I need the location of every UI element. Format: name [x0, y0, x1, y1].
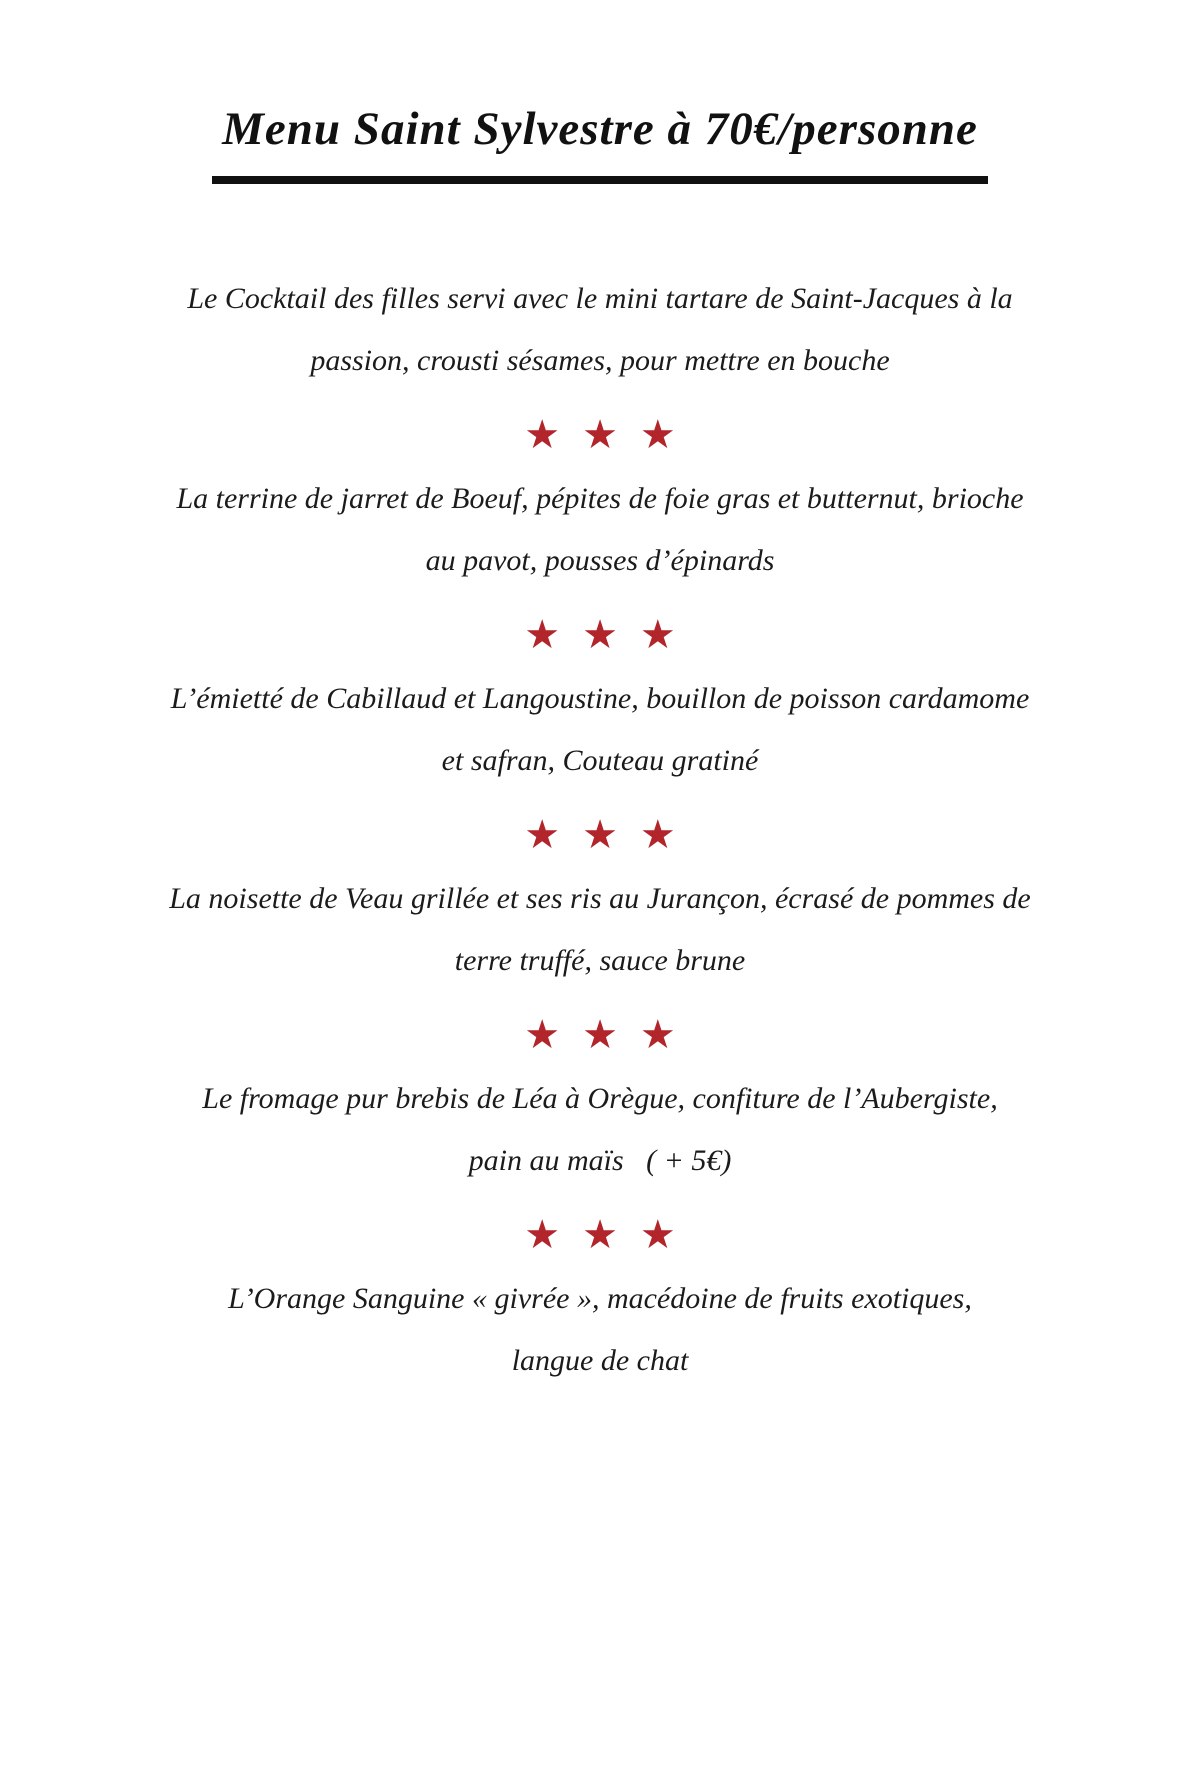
course-list [50, 268, 1150, 1392]
star-icon: ★ [639, 412, 676, 458]
course-line: La terrine de jarret de Boeuf, pépites de foie gras et butternut, brioche [176, 482, 1024, 515]
course-cheese [50, 1068, 1150, 1192]
course-line: au pavot, pousses d’épinards [425, 544, 775, 577]
menu-header [50, 92, 1150, 184]
star-icon: ★ [524, 812, 561, 858]
star-icon: ★ [639, 612, 676, 658]
course-line: L’Orange Sanguine « givrée », macédoine de fruits exotiques, [228, 1282, 972, 1315]
course-line: Le fromage pur brebis de Léa à Orègue, confiture de l’Aubergiste, [202, 1082, 998, 1115]
star-separator [50, 812, 1150, 858]
course-terrine [50, 468, 1150, 592]
star-icon: ★ [524, 412, 561, 458]
star-icon: ★ [524, 1012, 561, 1058]
course-line: passion, crousti sésames, pour mettre en bouche [310, 344, 890, 377]
star-icon: ★ [582, 1012, 618, 1058]
star-icon: ★ [582, 1212, 618, 1258]
star-icon: ★ [639, 1012, 676, 1058]
course-starter [50, 268, 1150, 392]
star-icon: ★ [582, 812, 618, 858]
page-title: Menu Saint Sylvestre à 70€/personne [212, 92, 988, 184]
star-icon: ★ [582, 612, 618, 658]
course-line: L’émietté de Cabillaud et Langoustine, bouillon de poisson cardamome [170, 682, 1030, 715]
star-icon: ★ [524, 1212, 561, 1258]
course-line: terre truffé, sauce brune [454, 944, 746, 977]
course-line: pain au maïs ( + 5€) [468, 1144, 732, 1177]
star-icon: ★ [639, 1212, 676, 1258]
course-line: et safran, Couteau gratiné [441, 744, 759, 777]
star-separator [50, 412, 1150, 458]
menu-page [50, 92, 1150, 1392]
course-meat [50, 868, 1150, 992]
star-separator [50, 1012, 1150, 1058]
course-line: Le Cocktail des filles servi avec le mini tartare de Saint-Jacques à la [187, 282, 1013, 315]
star-icon: ★ [524, 612, 561, 658]
star-icon: ★ [582, 412, 618, 458]
course-line: La noisette de Veau grillée et ses ris au Jurançon, écrasé de pommes de [169, 882, 1031, 915]
star-separator [50, 612, 1150, 658]
course-fish [50, 668, 1150, 792]
course-line: langue de chat [511, 1344, 689, 1377]
star-separator [50, 1212, 1150, 1258]
star-icon: ★ [639, 812, 676, 858]
course-dessert [50, 1268, 1150, 1392]
